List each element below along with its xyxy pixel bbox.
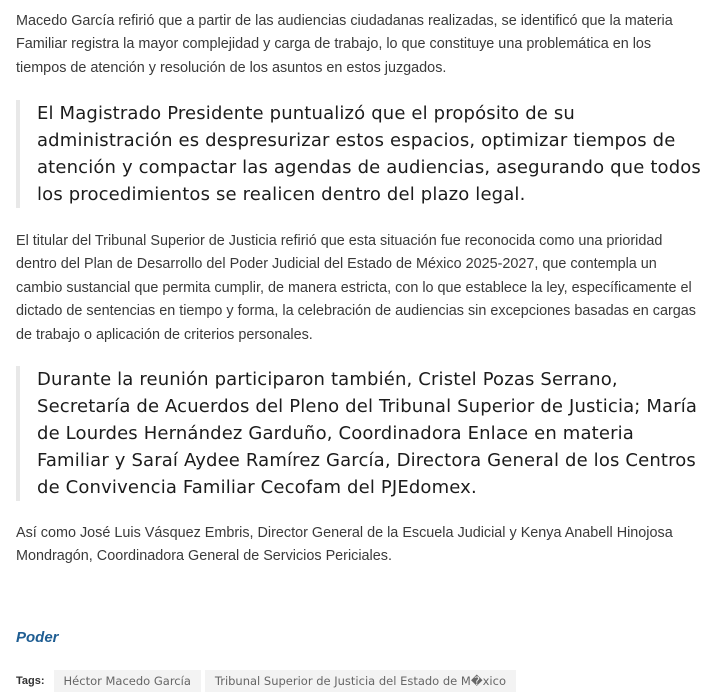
article-paragraph: El titular del Tribunal Superior de Justicia refirió que esta situación fue reconocida como una prioridad dentro del Plan de Desarrollo del Poder Judicial del Estado de México 2025-2027, que contempla un cambio sustancial que permita cumplir, de manera estricta, con lo que establece la ley, específicamente el dictado de sentencias en tiempo y forma, la celebración de audiencias sin excepciones basadas en cargas de trabajo o aplicación de criterios personales. <box>16 233 696 343</box>
tag-link[interactable]: Héctor Macedo García <box>54 670 201 692</box>
tags-label: Tags: <box>16 675 45 687</box>
tag-link[interactable]: Tribunal Superior de Justicia del Estado de M�xico <box>205 670 516 692</box>
tags-list <box>16 670 520 692</box>
category-link[interactable]: Poder <box>16 629 59 646</box>
article-blockquote: El Magistrado Presidente puntualizó que el propósito de su administración es despresurizar estos espacios, optimizar tiempos de atención y compactar las agendas de audiencias, asegurando que todos los procedimientos se realicen dentro del plazo legal. <box>16 100 701 208</box>
article-paragraph: Macedo García refirió que a partir de las audiencias ciudadanas realizadas, se identificó que la materia Familiar registra la mayor complejidad y carga de trabajo, lo que constituye una problemática en los tiempos de atención y resolución de los asuntos en estos juzgados. <box>16 13 673 76</box>
article-paragraph: Así como José Luis Vásquez Embris, Director General de la Escuela Judicial y Kenya Anabell Hinojosa Mondragón, Coordinadora General de Servicios Periciales. <box>16 525 673 565</box>
article-blockquote: Durante la reunión participaron también, Cristel Pozas Serrano, Secretaría de Acuerdos del Pleno del Tribunal Superior de Justicia; María de Lourdes Hernández Garduño, Coordinadora Enlace en materia Familiar y Saraí Aydee Ramírez García, Directora General de los Centros de Convivencia Familiar Cecofam del PJEdomex. <box>16 366 711 501</box>
